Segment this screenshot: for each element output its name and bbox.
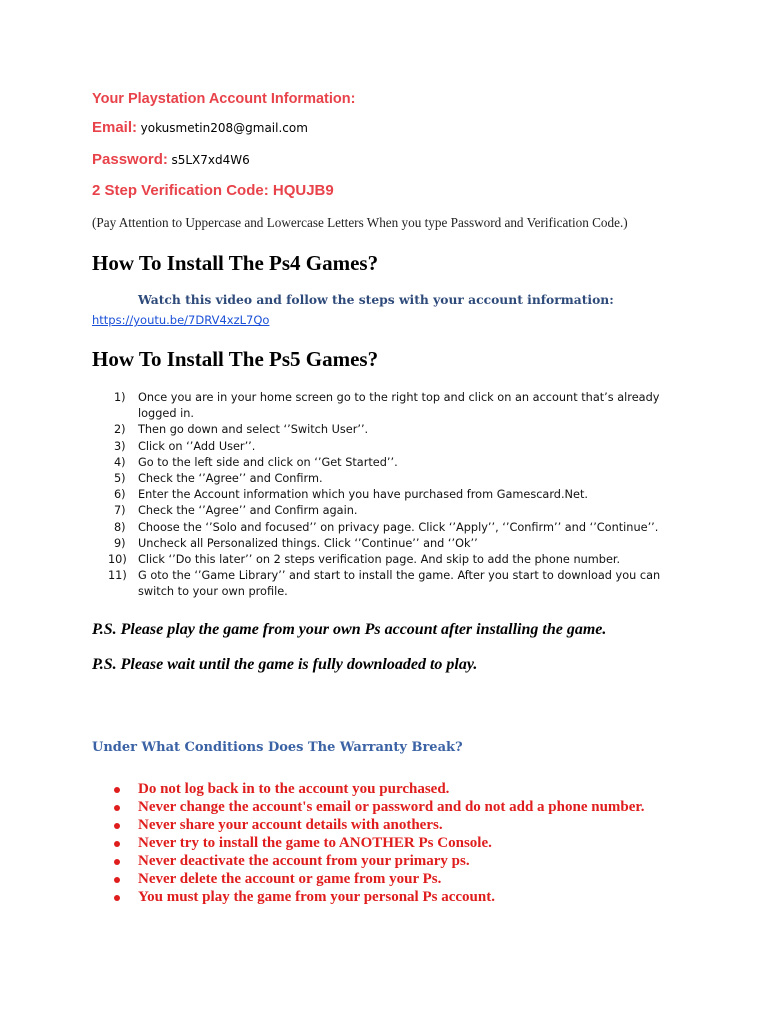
watch-video-text: Watch this video and follow the steps with your account information: xyxy=(138,292,614,307)
ps4-heading: How To Install The Ps4 Games? xyxy=(92,251,379,275)
step-number: 2) xyxy=(114,423,126,437)
ps5-heading: How To Install The Ps5 Games? xyxy=(92,347,379,371)
list-item xyxy=(92,503,692,519)
list-item xyxy=(92,439,692,455)
step-text: Click on ‘’Add User’’. xyxy=(138,439,256,453)
step-text: Go to the left side and click on ‘’Get Started’’. xyxy=(138,455,398,469)
list-item xyxy=(112,888,692,906)
step-text: Uncheck all Personalized things. Click ‘’Continue’’ and ‘’Ok’’ xyxy=(138,536,478,550)
step-number: 1) xyxy=(114,391,126,404)
warranty-item-text: Never try to install the game to ANOTHER Ps Console. xyxy=(138,835,492,851)
verification-code: 2 Step Verification Code: HQUJB9 xyxy=(92,182,334,199)
step-text: Check the ‘’Agree’’ and Confirm. xyxy=(138,472,323,486)
list-item xyxy=(92,568,692,600)
warranty-item-text: Never delete the account or game from your Ps. xyxy=(138,871,442,887)
email-label: Email: xyxy=(92,119,138,136)
email-line xyxy=(92,119,308,136)
password-label: Password: xyxy=(92,151,168,168)
list-item xyxy=(92,520,692,536)
step-number: 7) xyxy=(114,504,126,518)
warranty-item-text: Never share your account details with anothers. xyxy=(138,817,443,833)
step-number: 10) xyxy=(108,553,127,567)
list-item xyxy=(112,780,692,798)
list-item xyxy=(92,422,692,438)
ps-note-own-account: P.S. Please play the game from your own Ps account after installing the game. xyxy=(92,621,607,638)
list-item xyxy=(92,455,692,471)
step-text: G oto the ‘’Game Library’’ and start to install the game. After you start to download you can switch to your own profile. xyxy=(138,569,661,599)
bullet-icon xyxy=(114,805,120,811)
email-value: yokusmetin208@gmail.com xyxy=(140,121,308,135)
warranty-item-text: Never change the account's email or password and do not add a phone number. xyxy=(138,799,645,815)
step-text: Choose the ‘’Solo and focused’’ on privacy page. Click ‘’Apply’’, ‘’Confirm’’ and ‘’Continue’’. xyxy=(138,520,659,534)
bullet-icon xyxy=(114,841,120,847)
bullet-icon xyxy=(114,895,120,901)
case-note: (Pay Attention to Uppercase and Lowercase Letters When you type Password and Verification Code.) xyxy=(92,215,628,230)
step-text: Check the ‘’Agree’’ and Confirm again. xyxy=(138,504,358,518)
step-number: 11) xyxy=(108,569,127,583)
warranty-item-text: Do not log back in to the account you purchased. xyxy=(138,781,450,797)
ps-note-wait-download: P.S. Please wait until the game is fully downloaded to play. xyxy=(92,656,478,673)
password-line xyxy=(92,151,250,168)
list-item xyxy=(92,536,692,552)
video-link[interactable]: https://youtu.be/7DRV4xzL7Qo xyxy=(92,313,270,327)
list-item xyxy=(92,390,692,422)
list-item xyxy=(112,816,692,834)
step-number: 8) xyxy=(114,520,126,534)
warranty-title: Under What Conditions Does The Warranty Break? xyxy=(92,740,463,755)
password-value: s5LX7xd4W6 xyxy=(171,153,250,167)
step-text: Click ‘’Do this later’’ on 2 steps verification page. And skip to add the phone number. xyxy=(138,553,621,567)
bullet-icon xyxy=(114,787,120,793)
warranty-list xyxy=(112,780,692,906)
list-item xyxy=(112,798,692,816)
step-number: 9) xyxy=(114,536,126,550)
step-text: Then go down and select ‘’Switch User’’. xyxy=(138,423,369,437)
account-info-title: Your Playstation Account Information: xyxy=(92,91,356,107)
step-number: 6) xyxy=(114,488,126,502)
list-item xyxy=(112,870,692,888)
warranty-item-text: You must play the game from your personal Ps account. xyxy=(138,889,495,905)
step-number: 5) xyxy=(114,472,126,486)
list-item xyxy=(112,852,692,870)
ps5-steps-list xyxy=(92,390,692,601)
list-item xyxy=(112,834,692,852)
list-item xyxy=(92,552,692,568)
step-text: Once you are in your home screen go to the right top and click on an account that’s already logged in. xyxy=(138,391,660,421)
warranty-item-text: Never deactivate the account from your primary ps. xyxy=(138,853,470,869)
bullet-icon xyxy=(114,877,120,883)
list-item xyxy=(92,471,692,487)
step-number: 4) xyxy=(114,455,126,469)
bullet-icon xyxy=(114,823,120,829)
list-item xyxy=(92,487,692,503)
bullet-icon xyxy=(114,859,120,865)
step-number: 3) xyxy=(114,439,126,453)
step-text: Enter the Account information which you have purchased from Gamescard.Net. xyxy=(138,488,588,502)
